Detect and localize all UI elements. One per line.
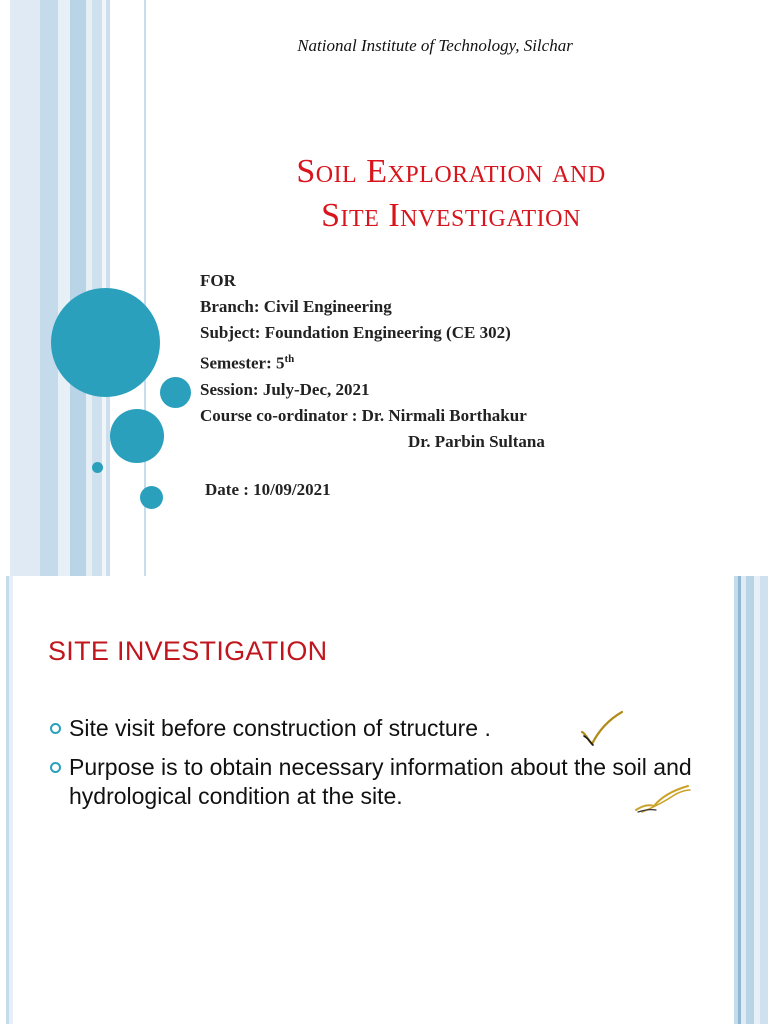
content-slide (0, 576, 768, 1024)
handwritten-tick-icon (576, 702, 636, 750)
coordinator-line: Course co-ordinator : Dr. Nirmali Borthakur (200, 405, 527, 425)
stripe-decoration (70, 0, 86, 576)
semester-sup: th (284, 353, 295, 365)
for-label: FOR (200, 271, 236, 290)
stripe-decoration (10, 0, 40, 576)
decorative-circle (140, 486, 163, 509)
stripe-decoration (746, 576, 754, 1024)
decorative-circle (92, 462, 103, 473)
stripe-decoration (9, 576, 13, 1024)
decorative-circle (110, 409, 164, 463)
date-line: Date : 10/09/2021 (205, 480, 331, 499)
handwritten-tick-icon (632, 782, 696, 822)
title-line-2: Site Investigation (321, 197, 581, 234)
semester-line (200, 346, 545, 377)
stripe-decoration (58, 0, 70, 576)
stripe-decoration (40, 0, 58, 576)
institute-name: National Institute of Technology, Silchar (297, 36, 573, 55)
slide-title (140, 150, 762, 238)
title-line-1: Soil Exploration and (296, 153, 606, 190)
bullet-circle-icon (50, 762, 61, 773)
coordinator-line-2: Dr. Parbin Sultana (408, 431, 545, 451)
decorative-circle (51, 288, 160, 397)
section-title: SITE INVESTIGATION (48, 636, 328, 666)
session-line: Session: July-Dec, 2021 (200, 379, 370, 399)
stripe-decoration (0, 0, 10, 576)
bullet-text: Purpose is to obtain necessary information about the soil and hydrological condition at the site. (69, 754, 692, 809)
branch-line: Branch: Civil Engineering (200, 297, 392, 316)
decorative-circle (160, 377, 191, 408)
bullet-text: Site visit before construction of structure . (69, 715, 491, 741)
course-info (200, 268, 545, 455)
bullet-circle-icon (50, 723, 61, 734)
subject-line: Subject: Foundation Engineering (CE 302) (200, 323, 511, 342)
stripe-decoration (760, 576, 768, 1024)
semester-text: Semester: 5 (200, 353, 285, 373)
list-item (48, 753, 708, 811)
